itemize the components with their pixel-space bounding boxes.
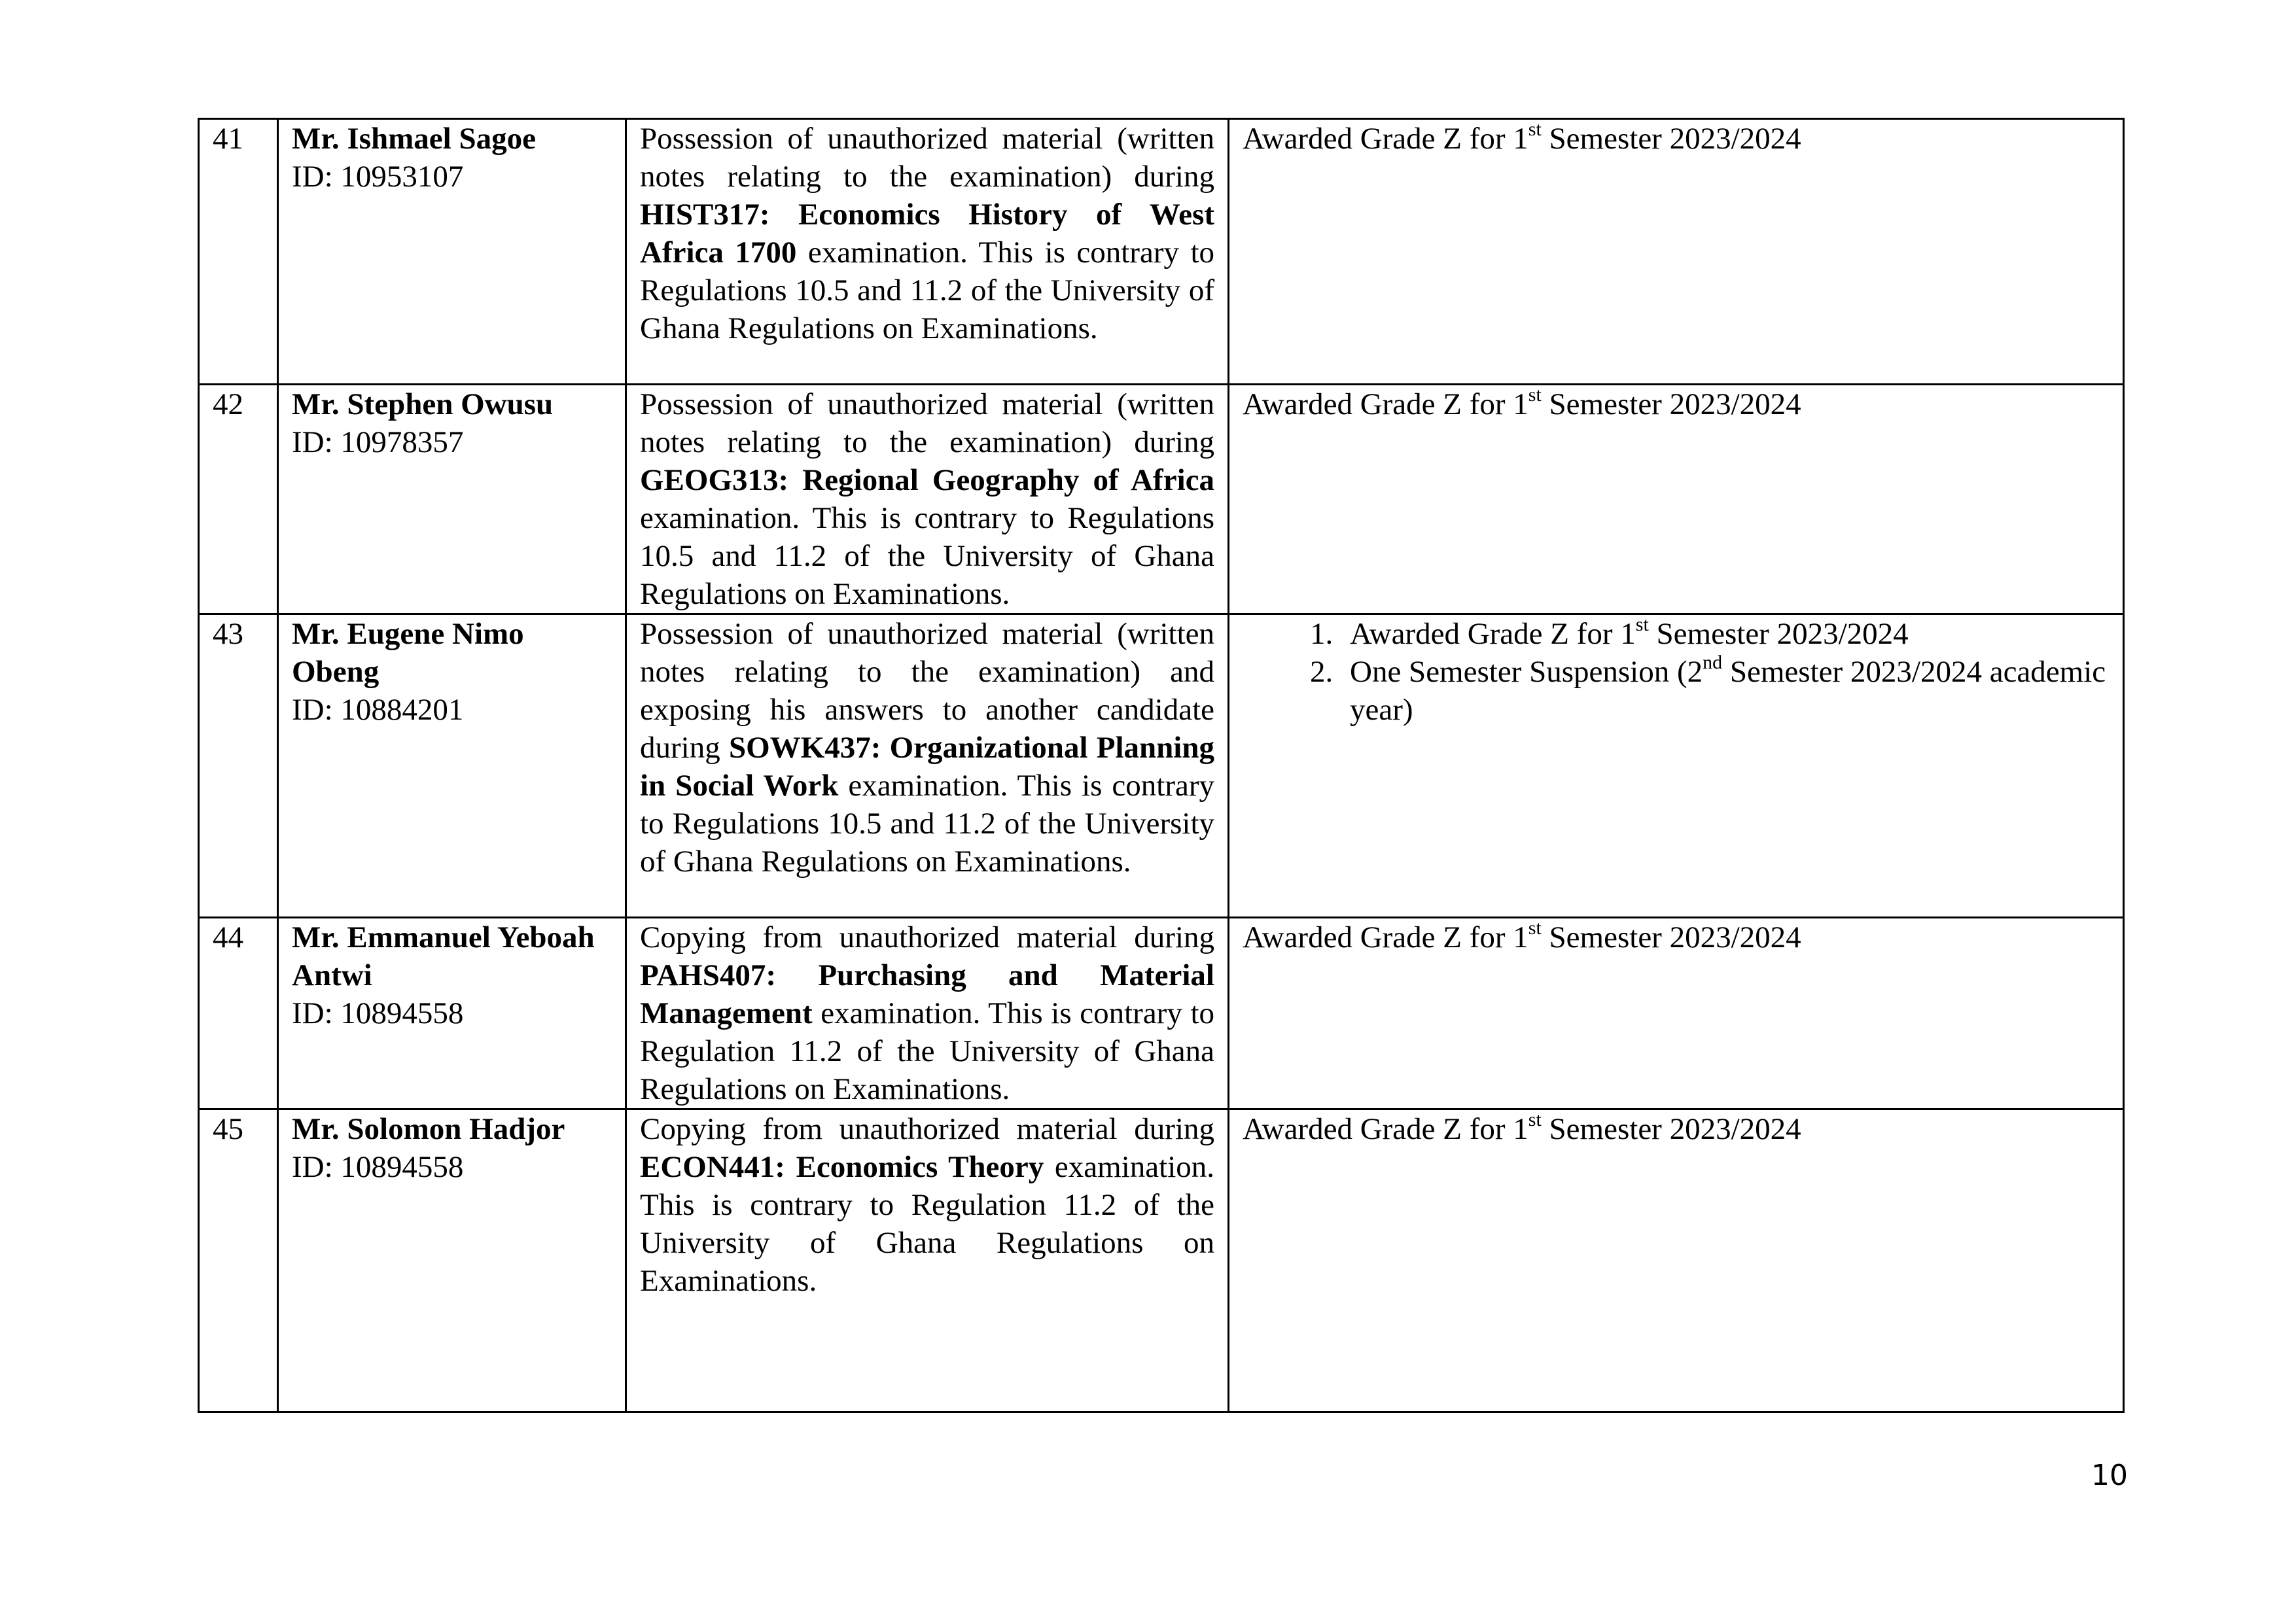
row-number: 42 [199,385,278,614]
student-cell [278,614,626,918]
penalty-text: Semester 2023/2024 [1541,122,1801,156]
table-row [199,614,2124,918]
penalty-cell [1229,385,2124,614]
offence-text: examination. This is contrary to Regulation 11.2 of the University of Ghana Regulations on Examinations. [640,996,1214,1106]
penalty-cell [1229,119,2124,385]
student-cell [278,385,626,614]
offence-text: examination. This is contrary to Regulation 11.2 of the University of Ghana Regulations on Examinations. [640,1150,1214,1298]
ordinal-suffix: st [1635,614,1649,635]
student-id: ID: 10894558 [292,996,464,1030]
ordinal-suffix: st [1528,1109,1542,1130]
student-cell [278,918,626,1109]
penalty-text: Awarded Grade Z for 1 [1243,387,1528,421]
course-title: ECON441: Economics Theory [640,1150,1044,1184]
table-row [199,385,2124,614]
penalty-list [1243,615,2110,729]
penalty-text: Semester 2023/2024 [1648,617,1909,651]
penalty-cell [1229,1109,2124,1412]
penalty-text: Semester 2023/2024 [1541,387,1801,421]
course-title: GEOG313: Regional Geography of Africa [640,463,1214,497]
penalty-text: Awarded Grade Z for 1 [1243,920,1528,954]
list-item [1341,615,2110,653]
student-id: ID: 10978357 [292,425,464,459]
penalty-text: Semester 2023/2024 academic year) [1350,655,2106,727]
penalty-text: Awarded Grade Z for 1 [1243,122,1528,156]
course-title: SOWK437: Organizational Planning in Social Work [640,731,1214,803]
penalty-text: Semester 2023/2024 [1541,920,1801,954]
list-item [1341,653,2110,729]
course-title: PAHS407: Purchasing and Material Management [640,958,1214,1030]
ordinal-suffix: st [1528,917,1542,939]
offence-text: Copying from unauthorized material during [640,920,1214,954]
ordinal-suffix: nd [1703,652,1723,673]
row-number: 41 [199,119,278,385]
penalty-text: Semester 2023/2024 [1541,1112,1801,1146]
student-id: ID: 10953107 [292,160,464,194]
penalty-cell [1229,614,2124,918]
penalty-cell [1229,918,2124,1109]
row-number: 45 [199,1109,278,1412]
table-row [199,119,2124,385]
offence-text: examination. This is contrary to Regulations 10.5 and 11.2 of the University of Ghana Regulations on Examinations. [640,236,1215,345]
offence-text: examination. This is contrary to Regulations 10.5 and 11.2 of the University of Ghana Regulations on Examinations. [640,769,1214,879]
student-id: ID: 10884201 [292,693,464,727]
offence-cell [626,119,1229,385]
course-title: HIST317: Economics History of West Africa 1700 [640,198,1214,270]
offence-text: Possession of unauthorized material (written notes relating to the examination) and exposing his answers to another candidate during [640,617,1214,765]
offence-text: examination. This is contrary to Regulations 10.5 and 11.2 of the University of Ghana Regulations on Examinations. [640,501,1214,611]
offence-cell [626,385,1229,614]
student-cell [278,119,626,385]
student-name: Mr. Solomon Hadjor [292,1112,565,1146]
disciplinary-records-table [198,118,2125,1413]
student-name: Mr. Emmanuel Yeboah Antwi [292,920,595,992]
penalty-text: Awarded Grade Z for 1 [1243,1112,1528,1146]
table-row [199,918,2124,1109]
offence-cell [626,918,1229,1109]
row-number: 43 [199,614,278,918]
offence-text: Copying from unauthorized material during [640,1112,1214,1146]
row-number: 44 [199,918,278,1109]
student-name: Mr. Ishmael Sagoe [292,122,536,156]
penalty-text: One Semester Suspension (2 [1350,655,1703,689]
penalty-text: Awarded Grade Z for 1 [1350,617,1636,651]
offence-cell [626,614,1229,918]
ordinal-suffix: st [1528,384,1542,406]
page-number: 10 [2091,1459,2128,1492]
table-row [199,1109,2124,1412]
ordinal-suffix: st [1528,118,1542,140]
offence-text: Possession of unauthorized material (written notes relating to the examination) during [640,387,1214,459]
offence-text: Possession of unauthorized material (written notes relating to the examination) during [640,122,1214,194]
student-name: Mr. Stephen Owusu [292,387,554,421]
student-id: ID: 10894558 [292,1150,464,1184]
offence-cell [626,1109,1229,1412]
student-name: Mr. Eugene Nimo Obeng [292,617,524,689]
student-cell [278,1109,626,1412]
